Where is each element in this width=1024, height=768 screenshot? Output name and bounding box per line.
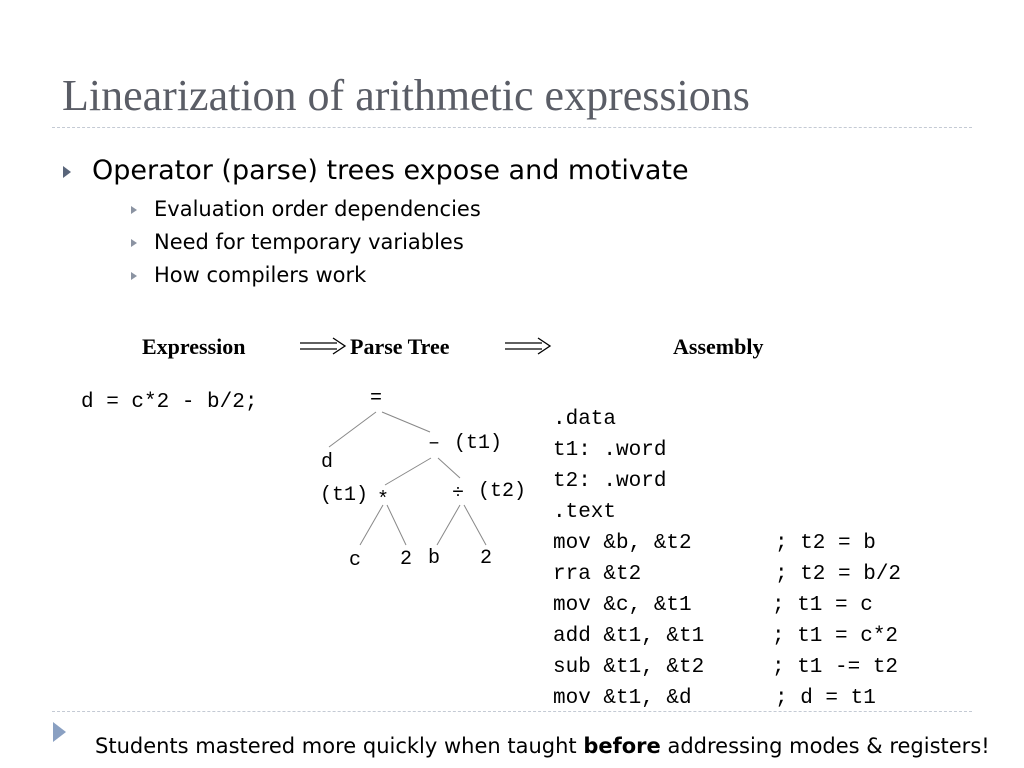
assembly-code: .data — [553, 408, 617, 431]
assembly-line — [553, 497, 704, 528]
footer-text: Students mastered more quickly when taught — [95, 734, 584, 758]
main-bullet: Operator (parse) trees expose and motivate — [92, 155, 689, 186]
assembly-line — [553, 652, 899, 683]
assembly-comment: ; t1 = c — [772, 594, 873, 617]
assembly-label: Assembly — [673, 334, 764, 359]
tree-temp-t2: (t2) — [478, 480, 527, 503]
assembly-line — [553, 621, 899, 652]
tree-temp-t1: (t1) — [454, 432, 503, 455]
assembly-code: mov &c, &t1 — [553, 594, 692, 617]
assembly-line — [553, 528, 876, 559]
tree-node-divide: ÷ — [452, 482, 465, 505]
tree-leaf-b: b — [428, 547, 441, 570]
assembly-code: mov &t1, &d — [553, 687, 692, 710]
assembly-code: t1: .word — [553, 439, 667, 462]
footer-divider — [52, 711, 972, 712]
tree-leaf-c: c — [349, 549, 362, 572]
double-arrow-icon — [505, 338, 550, 354]
assembly-code-block — [553, 404, 902, 714]
assembly-code: add &t1, &t1 — [553, 625, 705, 648]
assembly-line — [553, 590, 873, 621]
assembly-code: mov &b, &t2 — [553, 532, 692, 555]
tree-root-assign: = — [370, 387, 383, 410]
double-arrow-icon — [300, 338, 345, 354]
footer-bold: before — [583, 734, 661, 758]
assembly-comment: ; t2 = b/2 — [775, 563, 902, 586]
tree-leaf-2: 2 — [400, 548, 413, 571]
assembly-comment: ; t1 = c*2 — [772, 625, 899, 648]
assembly-code: sub &t1, &t2 — [553, 656, 705, 679]
tree-node-d: d — [321, 451, 334, 474]
assembly-line — [553, 404, 704, 435]
assembly-code: t2: .word — [553, 470, 667, 493]
assembly-line — [553, 435, 704, 466]
sub-bullet-3: How compilers work — [154, 263, 367, 287]
tree-temp-t1-times: (t1) — [320, 484, 369, 507]
assembly-comment: ; d = t1 — [775, 687, 876, 710]
slide-title: Linearization of arithmetic expressions — [62, 71, 750, 120]
expression-code: d = c*2 - b/2; — [81, 391, 258, 414]
assembly-line — [553, 559, 902, 590]
footer-note — [95, 734, 990, 758]
tree-node-minus: – — [428, 432, 441, 455]
assembly-line — [553, 683, 876, 714]
assembly-comment: ; t2 = b — [775, 532, 876, 555]
assembly-comment: ; t1 -= t2 — [772, 656, 899, 679]
expression-label: Expression — [142, 334, 246, 359]
assembly-code: .text — [553, 501, 617, 524]
assembly-line — [553, 466, 704, 497]
tree-leaf-2: 2 — [480, 547, 493, 570]
footer-text: addressing modes & registers! — [660, 734, 990, 758]
sub-bullet-2: Need for temporary variables — [154, 230, 464, 254]
tree-node-times: * — [377, 489, 390, 512]
footer-arrow-icon — [53, 722, 66, 742]
assembly-code: rra &t2 — [553, 563, 642, 586]
parse-tree-label: Parse Tree — [350, 334, 450, 359]
sub-bullet-1: Evaluation order dependencies — [154, 197, 481, 221]
